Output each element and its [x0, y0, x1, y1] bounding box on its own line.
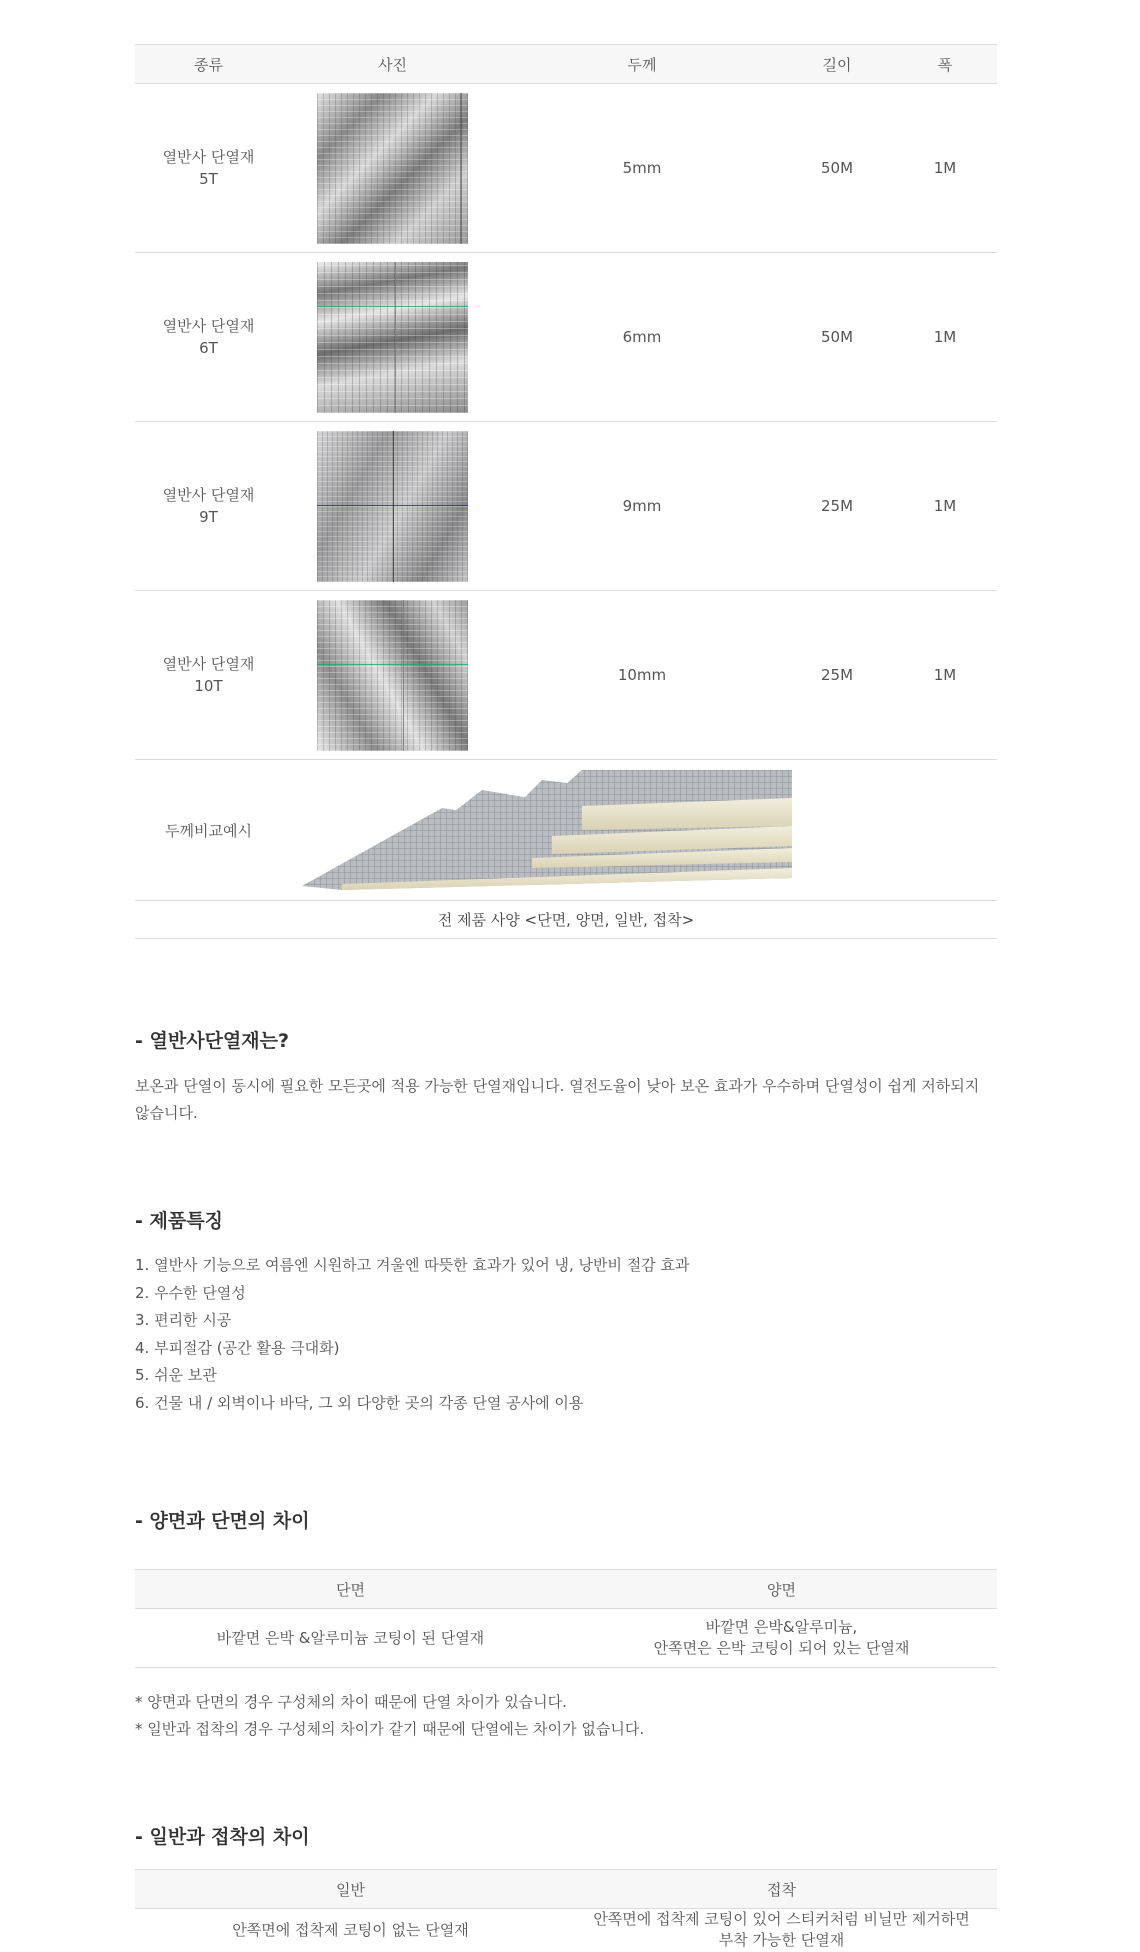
product-photo-cell	[282, 253, 503, 422]
note-item: * 양면과 단면의 경우 구성체의 차이 때문에 단열 차이가 있습니다.	[135, 1693, 567, 1711]
photo-grid-line	[317, 306, 468, 307]
adhesive-row-clip	[135, 1908, 997, 1952]
single-desc: 바깥면 은박 &알루미늄 코팅이 된 단열재	[135, 1609, 566, 1668]
width-value: 1M	[893, 253, 997, 422]
table-row	[135, 591, 997, 760]
about-heading: - 열반사단열재는?	[135, 1030, 290, 1052]
width-value: 1M	[893, 591, 997, 760]
header-single: 단면	[135, 1570, 566, 1609]
double-desc-line: 바깥면 은박&알루미늄,	[705, 1618, 858, 1636]
features-list	[135, 1252, 689, 1417]
product-code: 9T	[199, 508, 218, 526]
length-value: 50M	[781, 84, 893, 253]
product-name	[135, 422, 282, 591]
thickness-value: 10mm	[503, 591, 781, 760]
features-heading: - 제품특징	[135, 1210, 223, 1232]
adhesive-heading: - 일반과 접착의 차이	[135, 1826, 310, 1848]
product-name	[135, 591, 282, 760]
length-value: 25M	[781, 422, 893, 591]
list-item: 3. 편리한 시공	[135, 1311, 232, 1329]
product-photo	[317, 93, 468, 244]
header-type: 종류	[135, 45, 282, 84]
photo-grid-line	[403, 600, 404, 751]
thickness-value: 5mm	[503, 84, 781, 253]
photo-grid-line	[317, 664, 468, 665]
header-photo: 사진	[282, 45, 503, 84]
compare-row	[135, 760, 997, 901]
list-item: 4. 부피절감 (공간 활용 극대화)	[135, 1338, 340, 1357]
width-value: 1M	[893, 422, 997, 591]
list-item: 1. 열반사 기능으로 여름엔 시원하고 겨울엔 따뜻한 효과가 있어 냉, 낭반비 절감 효과	[135, 1256, 690, 1274]
adhesive-desc-line: 부착 가능한 단열재	[718, 1931, 845, 1949]
table-row	[135, 1609, 997, 1668]
product-name-line: 열반사 단열재	[162, 148, 255, 166]
note-item: * 일반과 접착의 경우 구성체의 차이가 같기 때문에 단열에는 차이가 없습니다.	[135, 1720, 645, 1738]
adhesive-table	[135, 1869, 997, 1909]
product-name-line: 열반사 단열재	[162, 486, 255, 504]
header-double: 양면	[566, 1570, 997, 1609]
spec-footer-note: 전 제품 사양 <단면, 양면, 일반, 접착>	[135, 901, 997, 939]
adhesive-header-row	[135, 1870, 997, 1909]
double-desc	[566, 1609, 997, 1668]
product-code: 5T	[199, 170, 218, 188]
thickness-compare-image	[302, 770, 792, 890]
spec-table	[135, 44, 997, 939]
product-photo-cell	[282, 591, 503, 760]
table-row	[135, 1908, 997, 1952]
width-value: 1M	[893, 84, 997, 253]
table-row	[135, 253, 997, 422]
table-row	[135, 84, 997, 253]
header-general: 일반	[135, 1870, 566, 1909]
product-photo-cell	[282, 422, 503, 591]
adhesive-body-table	[135, 1908, 997, 1952]
length-value: 50M	[781, 253, 893, 422]
about-body: 보온과 단열이 동시에 필요한 모든곳에 적용 가능한 단열재입니다. 열전도율이 낮아 보온 효과가 우수하며 단열성이 쉽게 저하되지 않습니다.	[135, 1077, 980, 1122]
thickness-value: 6mm	[503, 253, 781, 422]
compare-label: 두께비교예시	[135, 760, 282, 901]
header-adhesive: 접착	[566, 1870, 997, 1909]
list-item: 2. 우수한 단열성	[135, 1283, 246, 1302]
header-thickness: 두께	[503, 45, 781, 84]
length-value: 25M	[781, 591, 893, 760]
sides-header-row	[135, 1570, 997, 1609]
spec-header-row	[135, 45, 997, 84]
table-row	[135, 422, 997, 591]
product-code: 10T	[194, 677, 223, 695]
thickness-value: 9mm	[503, 422, 781, 591]
product-code: 6T	[199, 339, 218, 357]
product-photo	[317, 600, 468, 751]
double-desc-line: 안쪽면은 은박 코팅이 되어 있는 단열재	[653, 1639, 910, 1657]
photo-grid-line	[393, 431, 394, 582]
product-name	[135, 253, 282, 422]
sides-notes	[135, 1689, 644, 1743]
photo-grid-line	[395, 262, 396, 413]
sides-table	[135, 1569, 997, 1668]
spec-footer-row	[135, 901, 997, 939]
list-item: 6. 건물 내 / 외벽이나 바닥, 그 외 다양한 곳의 각종 단열 공사에 이용	[135, 1393, 584, 1412]
product-photo	[317, 262, 468, 413]
adhesive-desc	[566, 1908, 997, 1952]
header-width: 폭	[893, 45, 997, 84]
product-photo	[317, 431, 468, 582]
general-desc: 안쪽면에 접착제 코팅이 없는 단열재	[135, 1908, 566, 1952]
adhesive-desc-line: 안쪽면에 접착제 코팅이 있어 스티커처럼 비닐만 제거하면	[593, 1910, 970, 1928]
list-item: 5. 쉬운 보관	[135, 1366, 217, 1384]
header-length: 길이	[781, 45, 893, 84]
product-photo-cell	[282, 84, 503, 253]
compare-image-cell	[282, 760, 997, 901]
product-name-line: 열반사 단열재	[162, 317, 255, 335]
product-name-line: 열반사 단열재	[162, 655, 255, 673]
sides-heading: - 양면과 단면의 차이	[135, 1510, 310, 1532]
product-name	[135, 84, 282, 253]
photo-edge	[460, 93, 462, 244]
